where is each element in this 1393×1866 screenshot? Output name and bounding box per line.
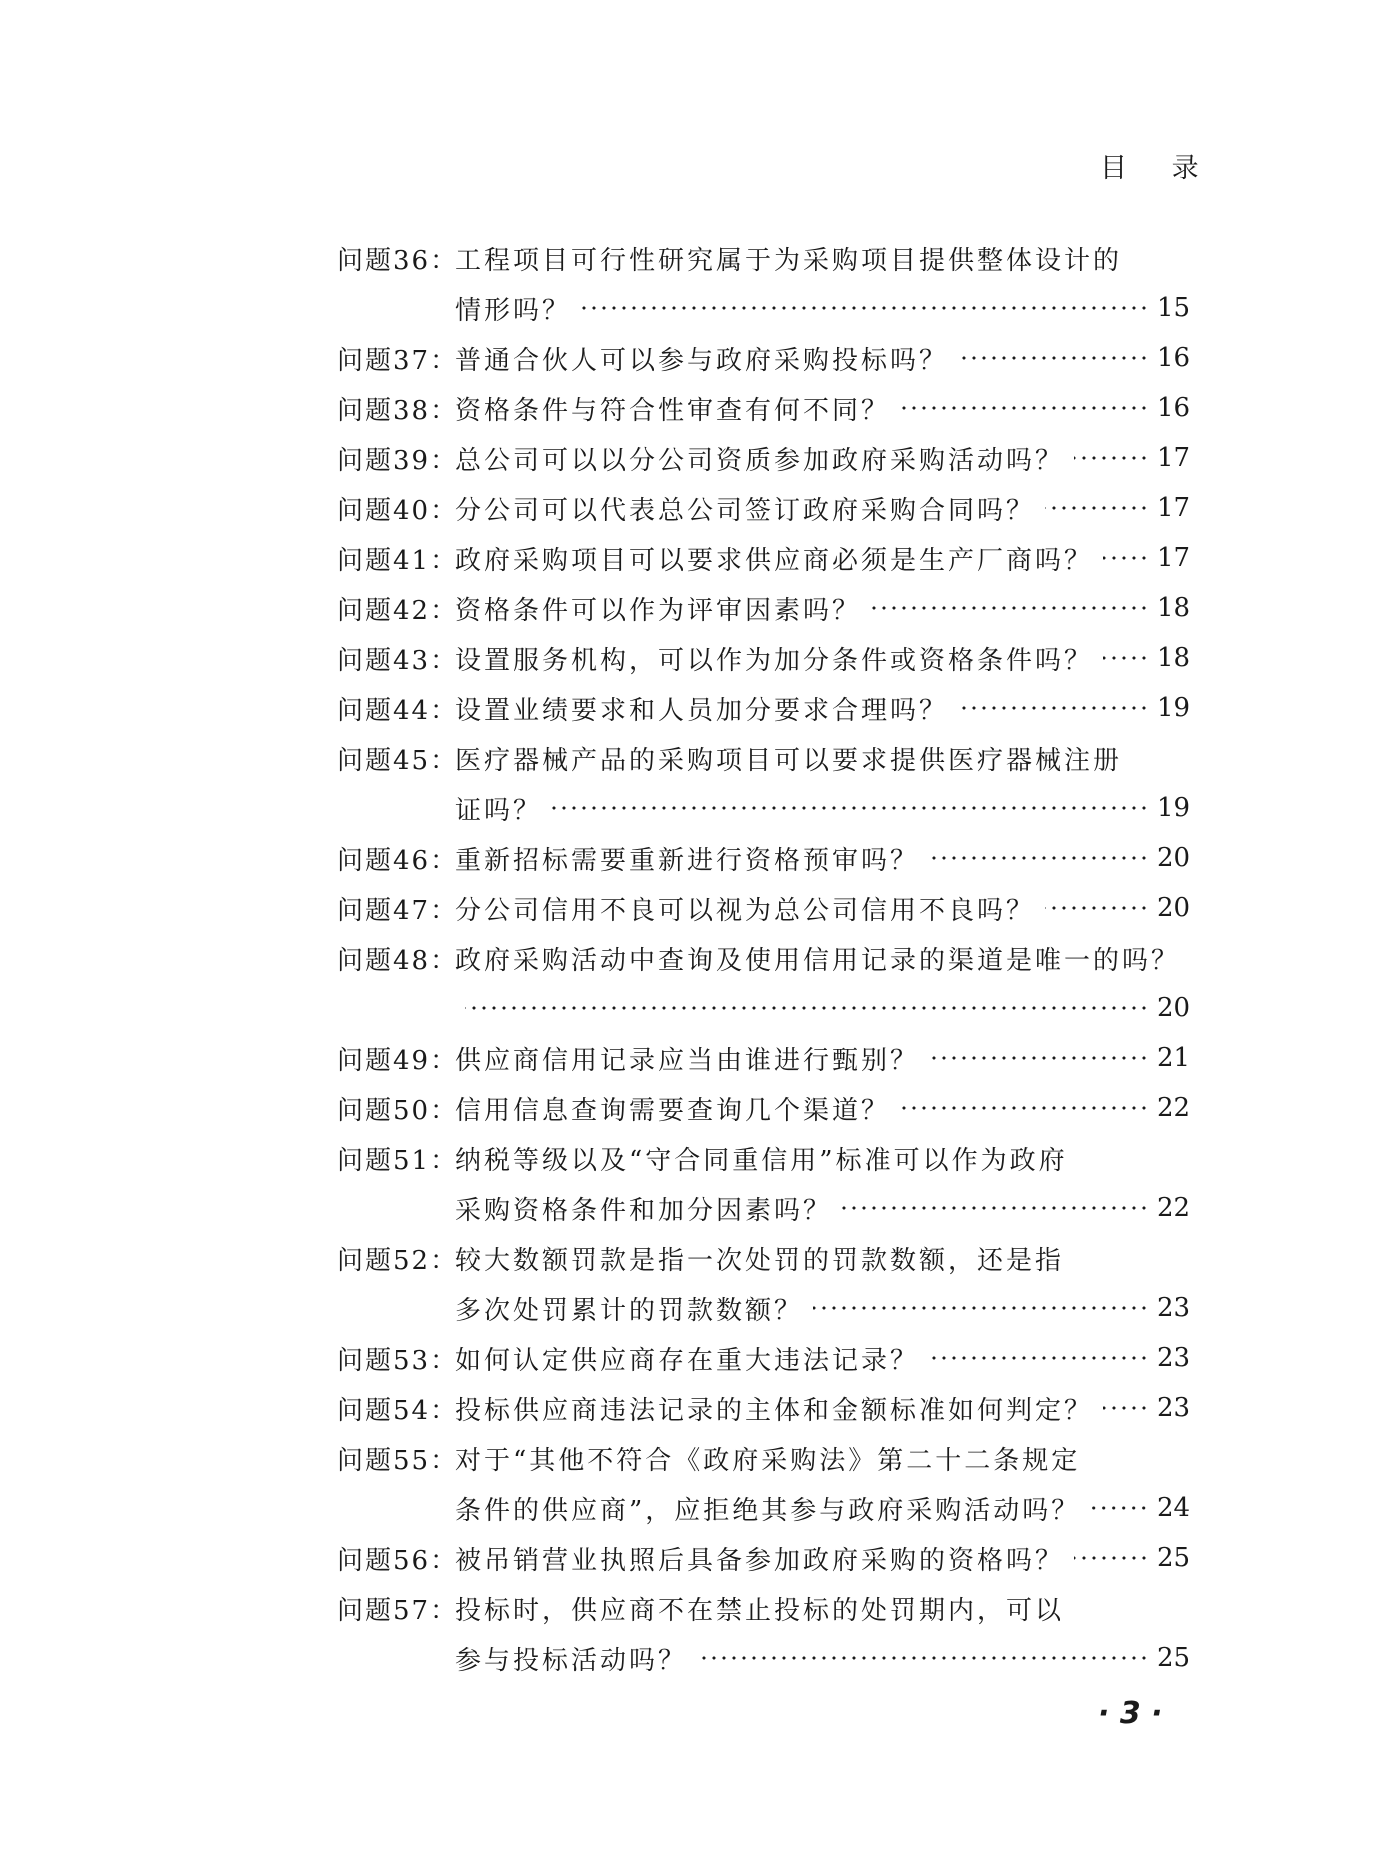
toc-entry-title: 被吊销营业执照后具备参加政府采购的资格吗？: [455, 1545, 1065, 1576]
toc-line: [337, 633, 1191, 683]
toc-line: [337, 1083, 1191, 1133]
toc-line: [337, 1033, 1191, 1083]
toc-entry: [337, 533, 1191, 583]
toc-line: [337, 933, 1185, 983]
dot-leader: [1074, 456, 1149, 460]
dot-leader: [929, 1356, 1149, 1360]
toc-entry-label: 问题38：: [337, 395, 459, 426]
toc-line: [337, 383, 1191, 433]
toc-page-number: 19: [1157, 793, 1191, 823]
toc-line: [337, 1183, 1191, 1233]
dot-leader: [958, 356, 1149, 360]
toc-entry-title: 信用信息查询需要查询几个渠道？: [455, 1095, 891, 1126]
dot-leader: [697, 1656, 1149, 1660]
toc-page-number: 23: [1157, 1343, 1191, 1373]
toc-page-number: 20: [1157, 843, 1191, 873]
toc-line: [337, 1383, 1191, 1433]
toc-page-number: 21: [1157, 1043, 1191, 1073]
toc-page-number: 16: [1157, 393, 1191, 423]
toc-entry-label: 问题44：: [337, 695, 459, 726]
toc-entry-label: 问题50：: [337, 1095, 459, 1126]
toc-entry: [337, 883, 1191, 933]
toc-entry-label: 问题55：: [337, 1445, 459, 1476]
toc-entry-label: 问题45：: [337, 745, 459, 776]
toc-entry: [337, 1433, 1191, 1533]
toc-entry: [337, 483, 1191, 533]
toc-line: [337, 483, 1191, 533]
table-of-contents: [337, 233, 1191, 1683]
toc-page-number: 15: [1157, 293, 1191, 323]
dot-leader: [929, 856, 1149, 860]
toc-entry-label: 问题39：: [337, 445, 459, 476]
dot-leader: [1103, 1406, 1149, 1410]
toc-entry-title: 分公司可以代表总公司签订政府采购合同吗？: [455, 495, 1036, 526]
dot-leader: [1045, 906, 1149, 910]
toc-line: [337, 533, 1191, 583]
toc-entry-title: 证吗？: [455, 795, 543, 826]
dot-leader: [842, 1206, 1149, 1210]
toc-line: [337, 683, 1191, 733]
toc-entry-title: 参与投标活动吗？: [455, 1645, 688, 1676]
toc-line: [337, 1633, 1191, 1683]
toc-entry: [337, 1533, 1191, 1583]
toc-entry-label: 问题46：: [337, 845, 459, 876]
toc-entry-title: 设置服务机构，可以作为加分条件或资格条件吗？: [455, 645, 1094, 676]
toc-entry: [337, 1333, 1191, 1383]
toc-page-number: 17: [1157, 543, 1191, 573]
toc-entry-label: 问题51：: [337, 1145, 459, 1176]
toc-line: [337, 283, 1191, 333]
toc-entry-title: 政府采购活动中查询及使用信用记录的渠道是唯一的吗？: [455, 945, 1181, 976]
toc-line: [337, 783, 1191, 833]
toc-entry-label: 问题43：: [337, 645, 459, 676]
toc-entry-label: 问题41：: [337, 545, 459, 576]
toc-entry: [337, 683, 1191, 733]
toc-entry: [337, 933, 1191, 1033]
toc-entry-label: 问题48：: [337, 945, 459, 976]
toc-entry: [337, 1033, 1191, 1083]
toc-page-number: 18: [1157, 593, 1191, 623]
toc-entry: [337, 1133, 1191, 1233]
toc-line: [337, 1583, 1185, 1633]
toc-entry: [337, 333, 1191, 383]
dot-leader: [1103, 656, 1149, 660]
toc-entry-title: 重新招标需要重新进行资格预审吗？: [455, 845, 920, 876]
toc-entry-label: 问题37：: [337, 345, 459, 376]
toc-entry-title: 工程项目可行性研究属于为采购项目提供整体设计的: [455, 245, 1123, 276]
toc-entry-title: 投标时，供应商不在禁止投标的处罚期内，可以: [455, 1595, 1065, 1626]
toc-entry: [337, 1383, 1191, 1433]
toc-entry-label: 问题42：: [337, 595, 459, 626]
dot-leader: [552, 806, 1149, 810]
dot-leader: [1045, 506, 1149, 510]
toc-entry-title: 如何认定供应商存在重大违法记录？: [455, 1345, 920, 1376]
toc-page-number: 20: [1157, 893, 1191, 923]
toc-entry-title: 条件的供应商”，应拒绝其参与政府采购活动吗？: [455, 1495, 1081, 1526]
dot-leader: [1103, 556, 1149, 560]
toc-entry-title: 多次处罚累计的罚款数额？: [455, 1295, 804, 1326]
toc-line: [337, 333, 1191, 383]
toc-page-number: 23: [1157, 1293, 1191, 1323]
toc-page-number: 22: [1157, 1193, 1191, 1223]
toc-line: [337, 1133, 1185, 1183]
toc-page-number: 18: [1157, 643, 1191, 673]
toc-entry-title: 普通合伙人可以参与政府采购投标吗？: [455, 345, 949, 376]
toc-line: [337, 1433, 1185, 1483]
toc-entry-label: 问题53：: [337, 1345, 459, 1376]
dot-leader: [900, 406, 1149, 410]
toc-entry-title: 资格条件与符合性审查有何不同？: [455, 395, 891, 426]
toc-page-number: 17: [1157, 443, 1191, 473]
toc-entry-title: 资格条件可以作为评审因素吗？: [455, 595, 862, 626]
toc-entry-label: 问题52：: [337, 1245, 459, 1276]
toc-entry: [337, 1583, 1191, 1683]
page-number: · 3 ·: [1098, 1696, 1163, 1731]
toc-line: [337, 833, 1191, 883]
toc-entry-label: 问题49：: [337, 1045, 459, 1076]
toc-page-number: 23: [1157, 1393, 1191, 1423]
toc-page-number: 25: [1157, 1543, 1191, 1573]
toc-page-number: 19: [1157, 693, 1191, 723]
toc-entry-title: 总公司可以以分公司资质参加政府采购活动吗？: [455, 445, 1065, 476]
toc-page-number: 25: [1157, 1643, 1191, 1673]
toc-entry: [337, 733, 1191, 833]
toc-page-number: 17: [1157, 493, 1191, 523]
toc-entry-label: 问题36：: [337, 245, 459, 276]
toc-entry-title: 供应商信用记录应当由谁进行甄别？: [455, 1045, 920, 1076]
toc-entry: [337, 833, 1191, 883]
dot-leader: [813, 1306, 1149, 1310]
toc-entry-title: 采购资格条件和加分因素吗？: [455, 1195, 833, 1226]
toc-entry: [337, 1083, 1191, 1133]
toc-line: [337, 1533, 1191, 1583]
toc-line: [337, 1483, 1191, 1533]
toc-entry-label: 问题54：: [337, 1395, 459, 1426]
toc-entry: [337, 383, 1191, 433]
dot-leader: [465, 1006, 1149, 1010]
toc-entry-title: 情形吗？: [455, 295, 572, 326]
dot-leader: [871, 606, 1149, 610]
toc-line: [337, 1283, 1191, 1333]
toc-line: [337, 1233, 1185, 1283]
toc-entry-title: 政府采购项目可以要求供应商必须是生产厂商吗？: [455, 545, 1094, 576]
toc-page-number: 24: [1157, 1493, 1191, 1523]
dot-leader: [900, 1106, 1149, 1110]
toc-page-number: 20: [1157, 993, 1191, 1023]
dot-leader: [958, 706, 1149, 710]
toc-entry: [337, 583, 1191, 633]
toc-line: [337, 233, 1185, 283]
toc-entry-title: 较大数额罚款是指一次处罚的罚款数额，还是指: [455, 1245, 1065, 1276]
toc-entry: [337, 1233, 1191, 1333]
toc-entry-label: 问题47：: [337, 895, 459, 926]
toc-entry: [337, 433, 1191, 483]
toc-line: [337, 883, 1191, 933]
dot-leader: [581, 306, 1149, 310]
toc-line: [337, 1333, 1191, 1383]
toc-page-number: 22: [1157, 1093, 1191, 1123]
dot-leader: [1074, 1556, 1149, 1560]
toc-page-number: 16: [1157, 343, 1191, 373]
toc-entry: [337, 233, 1191, 333]
toc-line: [337, 733, 1185, 783]
toc-entry-title: 投标供应商违法记录的主体和金额标准如何判定？: [455, 1395, 1094, 1426]
dot-leader: [929, 1056, 1149, 1060]
section-title: 目 录: [1100, 153, 1217, 184]
toc-entry: [337, 633, 1191, 683]
dot-leader: [1090, 1506, 1149, 1510]
toc-entry-title: 设置业绩要求和人员加分要求合理吗？: [455, 695, 949, 726]
toc-entry-title: 对于“其他不符合《政府采购法》第二十二条规定: [455, 1445, 1081, 1476]
toc-entry-label: 问题40：: [337, 495, 459, 526]
toc-line: [337, 983, 1191, 1033]
toc-entry-label: 问题57：: [337, 1595, 459, 1626]
toc-line: [337, 433, 1191, 483]
toc-line: [337, 583, 1191, 633]
toc-entry-title: 医疗器械产品的采购项目可以要求提供医疗器械注册: [455, 745, 1123, 776]
toc-entry-title: 分公司信用不良可以视为总公司信用不良吗？: [455, 895, 1036, 926]
toc-entry-label: 问题56：: [337, 1545, 459, 1576]
toc-entry-title: 纳税等级以及“守合同重信用”标准可以作为政府: [455, 1145, 1068, 1176]
